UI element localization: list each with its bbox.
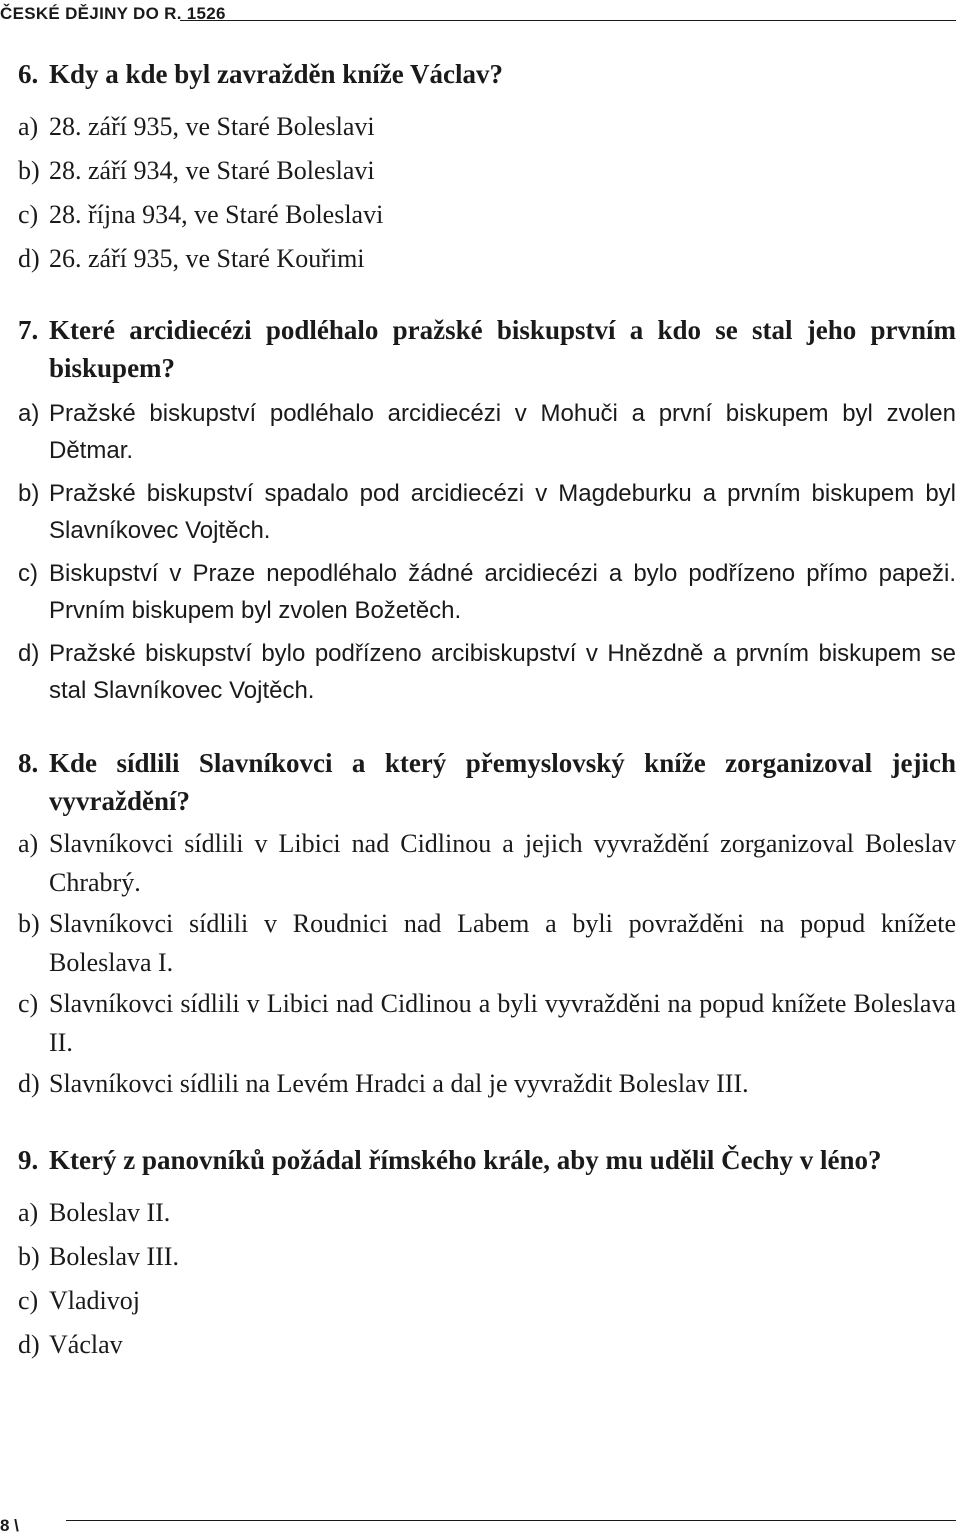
option-letter: c) xyxy=(18,1286,39,1315)
answer-option-d xyxy=(18,237,956,281)
question-text: Kde sídlili Slavníkovci a který přemyslovský kníže zorganizoval jejich vyvraždění? xyxy=(49,748,956,816)
option-text: Pražské biskupství spadalo pod arcidiecézi v Magdeburku a prvním biskupem byl Slavníkovec Vojtěch. xyxy=(49,480,956,544)
question-text: Které arcidiecézi podléhalo pražské biskupství a kdo se stal jeho prvním biskupem? xyxy=(49,315,956,383)
answer-option-a xyxy=(18,395,956,469)
answer-option-d xyxy=(18,635,956,709)
answer-option-c xyxy=(18,555,956,629)
question-number: 8. xyxy=(18,748,39,778)
question-number: 9. xyxy=(18,1145,39,1175)
answer-option-c xyxy=(18,1279,956,1323)
option-text: Biskupství v Praze nepodléhalo žádné arcidiecézi a bylo podřízeno přímo papeži. Prvním biskupem byl zvolen Božetěch. xyxy=(49,560,956,624)
answer-option-b xyxy=(18,904,956,982)
answer-options xyxy=(18,395,956,709)
option-letter: c) xyxy=(18,200,39,229)
question-number: 7. xyxy=(18,315,39,345)
answer-options xyxy=(18,1191,956,1367)
option-letter: b) xyxy=(18,909,40,938)
question-7 xyxy=(18,311,956,715)
option-text: Slavníkovci sídlili v Libici nad Cidlinou a byli vyvražděni na popud knížete Boleslava II. xyxy=(49,989,956,1057)
question-heading xyxy=(18,1141,956,1179)
question-8 xyxy=(18,744,956,1105)
option-text: Slavníkovci sídlili na Levém Hradci a dal je vyvraždit Boleslav III. xyxy=(49,1069,749,1098)
option-letter: d) xyxy=(18,244,40,273)
option-text: 28. října 934, ve Staré Boleslavi xyxy=(49,200,384,229)
answer-option-c xyxy=(18,193,956,237)
option-letter: c) xyxy=(18,560,38,587)
option-text: Boleslav II. xyxy=(49,1198,171,1227)
answer-options xyxy=(18,824,956,1103)
answer-option-b xyxy=(18,149,956,193)
answer-option-c xyxy=(18,984,956,1062)
option-text: 28. září 935, ve Staré Boleslavi xyxy=(49,112,375,141)
running-title: ČESKÉ DĚJINY DO R. 1526 xyxy=(0,4,226,23)
option-letter: d) xyxy=(18,1069,40,1098)
question-heading xyxy=(18,55,956,93)
footer-rule xyxy=(66,1520,956,1521)
option-text: Václav xyxy=(49,1330,123,1359)
option-text: Slavníkovci sídlili v Libici nad Cidlinou a jejich vyvraždění zorganizoval Boleslav Chrabrý. xyxy=(49,829,956,897)
answer-option-b xyxy=(18,475,956,549)
option-text: 28. září 934, ve Staré Boleslavi xyxy=(49,156,375,185)
option-letter: a) xyxy=(18,829,39,858)
option-text: Slavníkovci sídlili v Roudnici nad Labem a byli povražděni na popud knížete Boleslava I. xyxy=(49,909,956,977)
page-number: 8 \ xyxy=(0,1516,19,1535)
answer-option-d xyxy=(18,1064,956,1103)
answer-option-a xyxy=(18,824,956,902)
question-heading xyxy=(18,311,956,387)
option-letter: a) xyxy=(18,400,40,427)
option-letter: d) xyxy=(18,1330,40,1359)
question-number: 6. xyxy=(18,59,39,89)
question-text: Který z panovníků požádal římského krále, aby mu udělil Čechy v léno? xyxy=(49,1145,882,1175)
option-text: Pražské biskupství podléhalo arcidiecézi v Mohuči a první biskupem byl zvolen Dětmar. xyxy=(49,400,956,464)
answer-option-a xyxy=(18,105,956,149)
answer-option-d xyxy=(18,1323,956,1367)
option-text: Boleslav III. xyxy=(49,1242,179,1271)
option-text: 26. září 935, ve Staré Kouřimi xyxy=(49,244,365,273)
option-text: Pražské biskupství bylo podřízeno arcibiskupství v Hnězdně a prvním biskupem se stal Slavníkovec Vojtěch. xyxy=(49,640,956,704)
question-text: Kdy a kde byl zavražděn kníže Václav? xyxy=(49,59,504,89)
option-letter: d) xyxy=(18,640,40,667)
header-rule xyxy=(180,20,956,21)
question-heading xyxy=(18,744,956,820)
option-letter: b) xyxy=(18,1242,40,1271)
option-letter: c) xyxy=(18,989,39,1018)
question-9 xyxy=(18,1141,956,1367)
question-6 xyxy=(18,55,956,281)
answer-option-b xyxy=(18,1235,956,1279)
answer-option-a xyxy=(18,1191,956,1235)
option-text: Vladivoj xyxy=(49,1286,140,1315)
answer-options xyxy=(18,105,956,281)
option-letter: a) xyxy=(18,1198,39,1227)
option-letter: a) xyxy=(18,112,39,141)
option-letter: b) xyxy=(18,480,40,507)
option-letter: b) xyxy=(18,156,40,185)
